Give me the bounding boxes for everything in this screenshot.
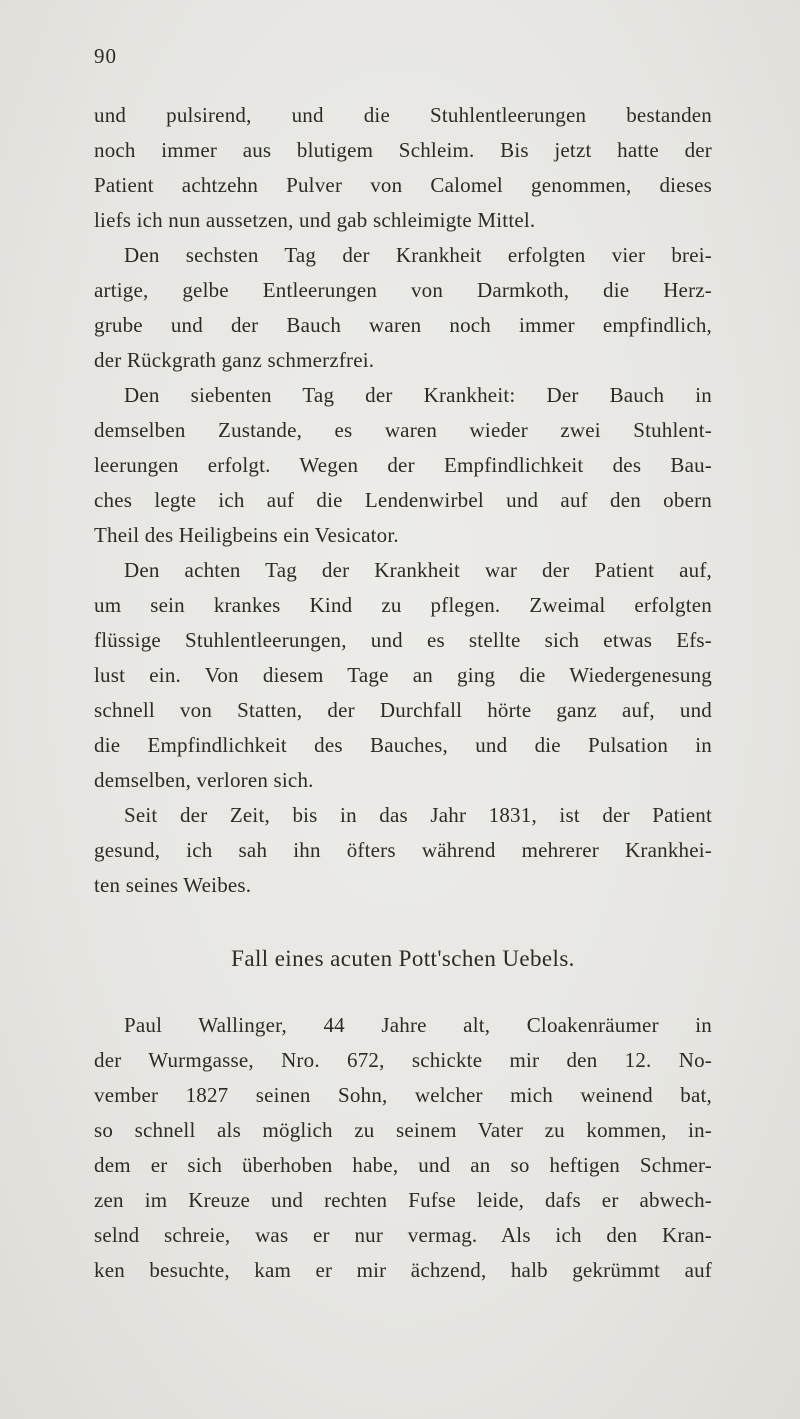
text-line: lust ein. Von diesem Tage an ging die Wiedergenesung (94, 663, 712, 687)
text-line: gesund, ich sah ihn öfters während mehrerer Krankhei- (94, 838, 712, 862)
section-heading: Fall eines acuten Pott'schen Uebels. (231, 946, 575, 971)
text-line: Patient achtzehn Pulver von Calomel genommen, dieses (94, 173, 712, 197)
text-line: Seit der Zeit, bis in das Jahr 1831, ist der Patient (124, 803, 712, 827)
text-line: Den achten Tag der Krankheit war der Patient auf, (124, 558, 712, 582)
text-line: dem er sich überhoben habe, und an so heftigen Schmer- (94, 1153, 712, 1177)
text-line: flüssige Stuhlentleerungen, und es stellte sich etwas Efs- (94, 628, 712, 652)
page-number: 90 (94, 44, 117, 68)
text-line: ches legte ich auf die Lendenwirbel und auf den obern (94, 488, 712, 512)
text-line: grube und der Bauch waren noch immer empfindlich, (94, 313, 712, 337)
text-line: demselben, verloren sich. (94, 768, 314, 792)
paragraph (94, 1008, 712, 1288)
text-line: die Empfindlichkeit des Bauches, und die Pulsation in (94, 733, 712, 757)
text-line: der Rückgrath ganz schmerzfrei. (94, 348, 375, 372)
text-line: um sein krankes Kind zu pflegen. Zweimal erfolgten (94, 593, 712, 617)
text-line: vember 1827 seinen Sohn, welcher mich weinend bat, (94, 1083, 712, 1107)
text-line: ten seines Weibes. (94, 873, 252, 897)
paragraphs-before-heading (94, 98, 712, 903)
paragraph (94, 238, 712, 378)
text-line: schnell von Statten, der Durchfall hörte ganz auf, und (94, 698, 712, 722)
text-line: der Wurmgasse, Nro. 672, schickte mir den 12. No- (94, 1048, 712, 1072)
text-line: leerungen erfolgt. Wegen der Empfindlichkeit des Bau- (94, 453, 712, 477)
text-line: so schnell als möglich zu seinem Vater zu kommen, in- (94, 1118, 712, 1142)
text-line: Den sechsten Tag der Krankheit erfolgten vier brei- (124, 243, 712, 267)
text-line: Den siebenten Tag der Krankheit: Der Bauch in (124, 383, 712, 407)
text-line: artige, gelbe Entleerungen von Darmkoth, die Herz- (94, 278, 712, 302)
text-line: selnd schreie, was er nur vermag. Als ich den Kran- (94, 1223, 712, 1247)
paragraphs-after-heading (94, 1008, 712, 1288)
paragraph (94, 378, 712, 553)
text-line: demselben Zustande, es waren wieder zwei Stuhlent- (94, 418, 712, 442)
text-line: zen im Kreuze und rechten Fufse leide, dafs er abwech- (94, 1188, 712, 1212)
text-line: Paul Wallinger, 44 Jahre alt, Cloakenräumer in (124, 1013, 712, 1037)
text-line: und pulsirend, und die Stuhlentleerungen bestanden (94, 103, 712, 127)
text-line: noch immer aus blutigem Schleim. Bis jetzt hatte der (94, 138, 712, 162)
text-line: Theil des Heiligbeins ein Vesicator. (94, 523, 399, 547)
paragraph (94, 798, 712, 903)
paragraph (94, 553, 712, 798)
text-line: liefs ich nun aussetzen, und gab schleimigte Mittel. (94, 208, 536, 232)
page-body (94, 98, 712, 1288)
paragraph (94, 98, 712, 238)
text-line: ken besuchte, kam er mir ächzend, halb gekrümmt auf (94, 1258, 712, 1282)
